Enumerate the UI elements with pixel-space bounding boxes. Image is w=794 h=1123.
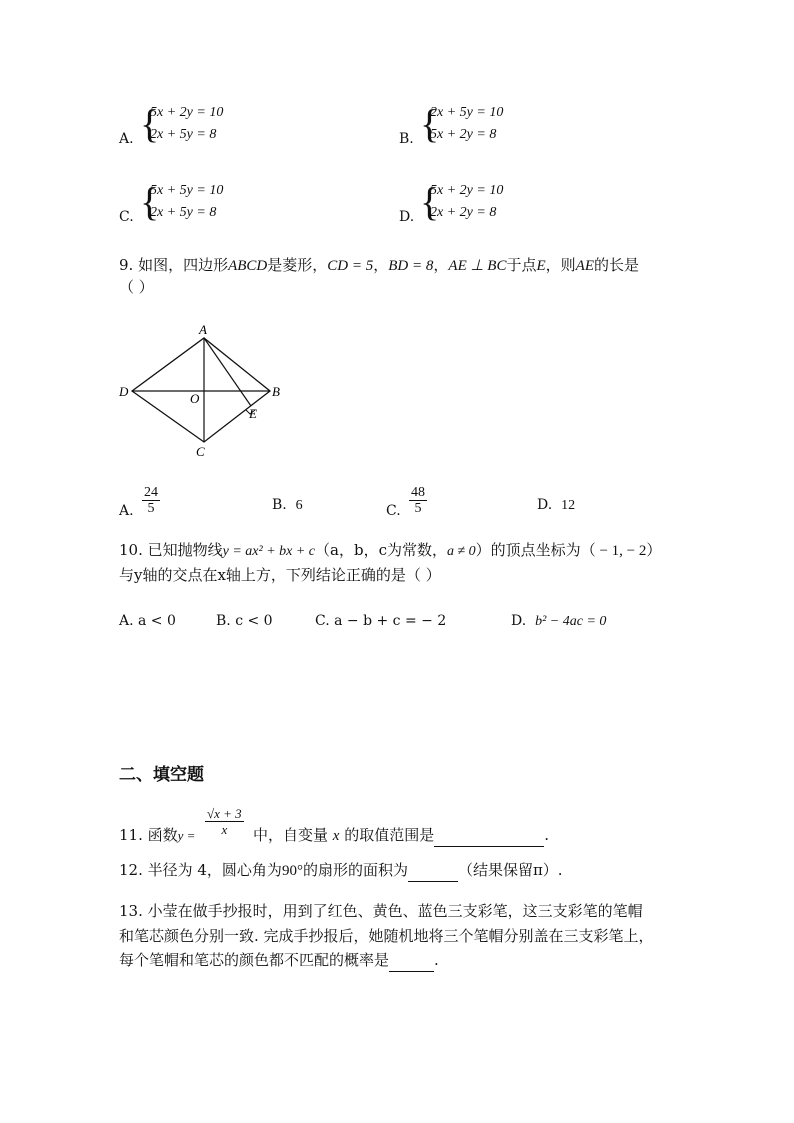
q9-text: 于点 [506,256,537,274]
q9-text: 的长是 [594,256,640,274]
q10-equation: y = ax² + bx + c [222,544,316,559]
q10-stem-line1 [119,539,661,563]
q8-option-a-label[interactable]: A. [119,131,134,147]
q13-text: . [434,951,439,969]
q11-x: x [332,828,340,844]
q9-option-c-fraction [409,485,427,516]
q9-option-c-label[interactable]: C. [386,503,401,519]
label-e: E [249,406,257,421]
q11-denominator: x [221,822,228,837]
q11-stem-rest [253,824,549,847]
q8-option-c-label[interactable]: C. [119,209,134,225]
q9-text: ，则 [545,256,576,274]
q11-text: . [544,826,550,844]
q9-text: 9. 如图，四边形 [119,256,229,274]
q10-option-a[interactable]: A. a < 0 [119,613,176,629]
q8-c-eq1: 5x + 5y = 10 [150,183,224,198]
label-c: C [196,444,205,459]
q11-answer-blank[interactable] [434,824,544,847]
q11-stem [119,824,195,847]
q9-text: ， [433,256,449,274]
q13-line2: 和笔芯颜色分别一致. 完成手抄报后，她随机地将三个笔帽分别盖在三支彩笔上， [119,927,654,945]
q10-text: ）的顶点坐标为 [475,541,581,559]
q11-numerator: √x + 3 [207,806,242,821]
q9-bd: BD = 8 [388,258,434,274]
q8-d-eq2: 2x + 2y = 8 [430,205,497,220]
q11-fraction [205,806,244,837]
q9-text: ， [373,256,389,274]
q13-line3 [119,949,439,972]
q8-a-eq2: 2x + 5y = 8 [150,127,217,142]
q10-option-d-label: D. [511,613,527,629]
q10-option-d-expr: b² − 4ac = 0 [535,614,607,629]
q9-text: 是菱形， [267,256,328,274]
q9-abcd: ABCD [228,258,268,274]
q12-stem [119,859,563,882]
label-a: A [199,322,207,337]
q8-option-a-system [140,102,223,146]
q10-text: 10. 已知抛物线 [119,541,223,559]
q10-condition: a ≠ 0 [446,544,476,559]
q12-answer-blank[interactable] [408,859,458,882]
q12-text: 的扇形的面积为 [302,861,408,879]
q9-option-b[interactable] [272,497,303,514]
q9-option-a-label[interactable]: A. [119,503,134,519]
q11-y: y = [177,828,196,843]
q8-option-b-label[interactable]: B. [399,131,414,147]
q9-stem [119,254,639,277]
rhombus-outline [132,338,270,442]
q9-answer-paren: （ ） [119,278,154,296]
q10-vertex: （ − 1, − 2） [580,543,662,559]
q9-option-d-value: 12 [561,498,576,513]
q9-option-b-label: B. [272,497,287,513]
q10-text: （a，b，c为常数， [315,541,447,559]
q8-d-eq1: 5x + 2y = 10 [430,183,504,198]
q13-line1: 13. 小莹在做手抄报时，用到了红色、黄色、蓝色三支彩笔，这三支彩笔的笔帽 [119,902,643,920]
q9-option-b-value: 6 [295,498,303,513]
segment-ae [204,338,251,406]
q10-option-d[interactable] [511,613,606,630]
q9-option-a-fraction [142,485,160,516]
brace-icon: { [420,101,440,146]
q11-text: 的取值范围是 [344,826,435,844]
q8-option-b-system [420,102,503,146]
q11-text: 11. 函数 [119,826,178,844]
q12-angle: 90° [281,863,303,879]
label-d: D [119,384,129,399]
q8-b-eq1: 2x + 5y = 10 [430,105,504,120]
q8-option-d-label[interactable]: D. [399,209,415,225]
q10-stem-line2: 与y轴的交点在x轴上方，下列结论正确的是（ ） [119,566,441,584]
q13-answer-blank[interactable] [389,949,434,972]
q10-option-b[interactable]: B. c < 0 [216,613,273,629]
fraction-numerator: 24 [144,485,158,500]
q12-text: （结果保留π）. [457,861,563,879]
q8-option-c-system [140,180,223,224]
label-o: O [190,391,200,406]
q9-cd: CD = 5 [327,258,374,274]
q10-option-c[interactable]: C. a − b + c = − 2 [315,613,447,629]
brace-icon: { [140,101,160,146]
q9-e: E [536,258,546,274]
rhombus-figure [112,318,292,463]
fraction-denominator: 5 [147,501,155,516]
fraction-numerator: 48 [411,485,425,500]
q8-c-eq2: 2x + 5y = 8 [150,205,217,220]
q9-ae-bc: AE ⊥ BC [448,258,507,274]
fraction-denominator: 5 [414,501,422,516]
q9-ae: AE [575,258,594,274]
q9-option-d-label: D. [537,497,553,513]
label-b: B [272,384,280,399]
q8-a-eq1: 5x + 2y = 10 [150,105,224,120]
q12-text: 12. 半径为 4，圆心角为 [119,861,282,879]
brace-icon: { [420,179,440,224]
q9-option-d[interactable] [537,497,575,514]
q8-option-d-system [420,180,503,224]
q11-text: 中，自变量 [253,826,329,844]
q13-text: 每个笔帽和笔芯的颜色都不匹配的概率是 [119,951,390,969]
section-title: 二、填空题 [119,765,204,785]
brace-icon: { [140,179,160,224]
q8-b-eq2: 5x + 2y = 8 [430,127,497,142]
